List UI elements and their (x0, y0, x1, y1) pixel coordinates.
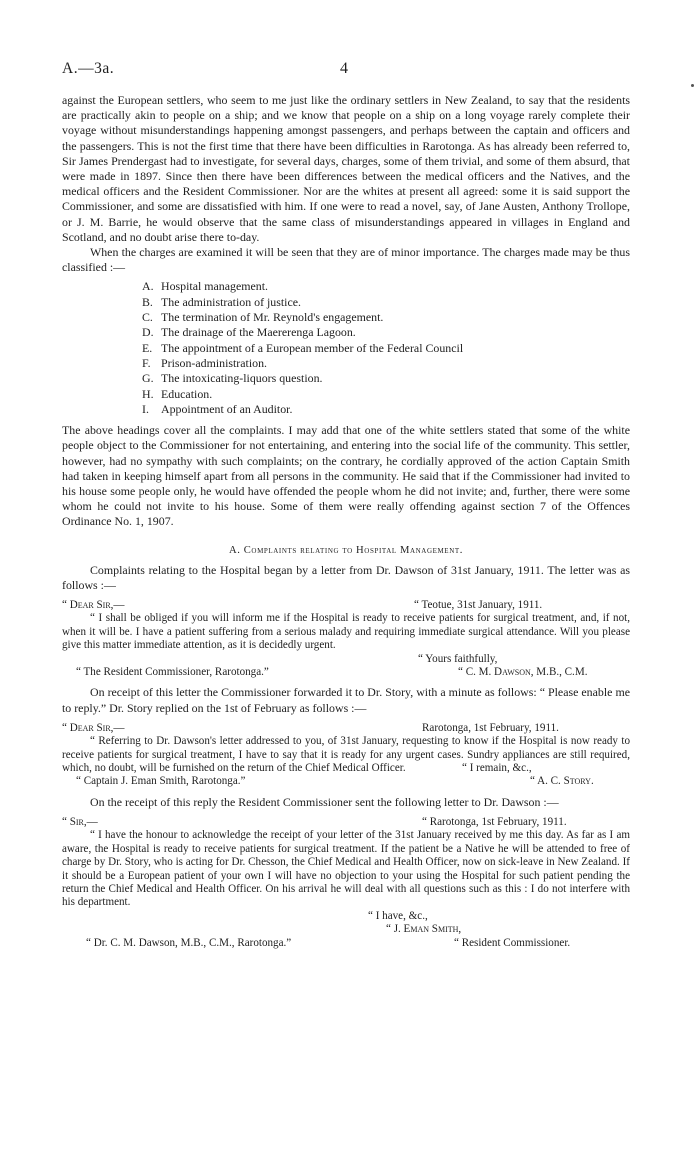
margin-mark (691, 84, 694, 87)
letter-signature: “ C. M. Dawson, M.B., C.M. (458, 665, 588, 678)
charges-list (62, 279, 630, 417)
charge-item: E. The appointment of a European member of the Federal Council (142, 340, 464, 355)
letter-addressee: “ Captain J. Eman Smith, Rarotonga.” (76, 775, 246, 788)
charge-item: H. Education. (142, 386, 213, 401)
letter-salutation: “ Sir,— (62, 815, 98, 828)
opening-paragraph: against the European settlers, who seem to me just like the ordinary settlers in New Zealand, to say that the residents are practically akin to people on a ship; and we know that people on a ship on a long voyage rarely complete their voyage without misunderstandings happening amongst passengers, and perhaps between the captain and officers and the passengers. This is not the first time that there have been difficulties in Rarotonga. As has already been referred to, Sir James Prendergast had to investigate, for several days, charges, some of them trivial, and some of them absurd, that were made in 1897. Since then there have been differences between the medical officers and the Natives, and the medical officers and the Resident Commissioner. Nor are the whites at present all agreed: some it is said support the Commissioner, and some are dissatisfied with him. If one were to read a novel, say, of Jane Austen, Anthony Trollope, or J. M. Barrie, he would observe that the same class of misunderstandings appeared in villages in England and Scotland, and no doubt arise there to-day. (62, 93, 630, 244)
letter-body: “ I have the honour to acknowledge the receipt of your letter of the 31st January received by me this day. As far as I am aware, the Hospital is ready to receive patients for surgical treatment. If the patient be a Native he will be attended to free of charge by Dr. Story, who is acting for Dr. Chesson, the Chief Medical and Health Officer, now on sick-leave in New Zealand. If it should be a European patient of your own I will have no objection to your using the Hospital for such patient pending the return the Chief Medical and Health Officer. On his arrival he will deal with all questions such as this : I do not interfere with his department. (62, 829, 630, 909)
charge-item: A. Hospital management. (142, 279, 268, 294)
letter-story (62, 722, 630, 789)
charge-item: I. Appointment of an Auditor. (142, 401, 293, 416)
letter-body: “ I shall be obliged if you will inform me if the Hospital is ready to receive patients for surgical treatment, and, if not, when it will be. I have a patient suffering from a serious malady and requiring immediate surgical attendance. Will you please give this matter immediate attention, as it is decidedly urgent. (62, 612, 630, 652)
letter-signature-title: “ Resident Commissioner. (454, 936, 571, 949)
letter-body: “ Referring to Dr. Dawson's letter addressed to you, of 31st January, requesting to know if the Hospital is now ready to receive patients for surgical treatment, I have to say that it is ready for any urgent cases. Sundry appliances are still required, which, no doubt, will be furnished on the return of the Chief Medical Officer. (62, 735, 630, 774)
letter-addressee: “ Dr. C. M. Dawson, M.B., C.M., Rarotonga.” (86, 936, 292, 949)
letter-salutation: “ Dear Sir,— (62, 721, 125, 734)
letter-dawson (62, 599, 630, 679)
letter-place-date: Rarotonga, 1st February, 1911. (422, 721, 559, 734)
document-body (62, 93, 630, 956)
letter-salutation: “ Dear Sir,— (62, 598, 125, 611)
document-reference: A.—3a. (62, 60, 115, 77)
page-header (62, 60, 638, 80)
letter-closing: “ I have, &c., (368, 909, 428, 922)
charge-item: B. The administration of justice. (142, 294, 302, 309)
charge-item: D. The drainage of the Maererenga Lagoon. (142, 325, 356, 340)
mid-paragraph-1: On receipt of this letter the Commissioner forwarded it to Dr. Story, with a minute as follows: “ Please enable me to reply.” Dr. Story replied on the 1st of February as follows :— (62, 685, 630, 715)
letter-closing: “ I remain, &c., (462, 761, 532, 774)
letter-commissioner (62, 816, 630, 950)
section-heading: A. Complaints relating to Hospital Management. (229, 544, 463, 556)
charge-item: G. The intoxicating-liquors question. (142, 371, 323, 386)
letter-signature: “ A. C. Story. (530, 775, 594, 788)
section-intro: Complaints relating to the Hospital began by a letter from Dr. Dawson of 31st January, 1911. The letter was as follows :— (62, 562, 630, 592)
letter-addressee: “ The Resident Commissioner, Rarotonga.” (76, 665, 269, 678)
charges-intro: When the charges are examined it will be seen that they are of minor importance. The charges made may be thus classified :— (62, 245, 630, 275)
mid-paragraph-2: On the receipt of this reply the Resident Commissioner sent the following letter to Dr. Dawson :— (90, 794, 559, 809)
letter-signature-name: “ J. Eman Smith, (386, 923, 462, 936)
charge-item: C. The termination of Mr. Reynold's engagement. (142, 310, 384, 325)
complaints-paragraph: The above headings cover all the complaints. I may add that one of the white settlers stated that some of the white people object to the Commissioner for not entertaining, and entering into the social life of the community. This settler, however, had no sympathy with such complaints; on the contrary, he cordially approved of the action Captain Smith had taken in keeping himself apart from all persons in the community. He said that if the Commissioner had invited to his house some people only, he would have offended the people whom he did not invite; and, further, there were some whom he could not invite to his house. Some of them were really offending against section 7 of the Offences Ordinance No. 1, 1907. (62, 423, 630, 529)
letter-place-date: “ Teotue, 31st January, 1911. (414, 598, 543, 611)
charge-item: F. Prison-administration. (142, 355, 268, 370)
letter-place-date: “ Rarotonga, 1st February, 1911. (422, 815, 567, 828)
page-number: 4 (340, 60, 348, 77)
letter-closing: “ Yours faithfully, (418, 652, 498, 665)
